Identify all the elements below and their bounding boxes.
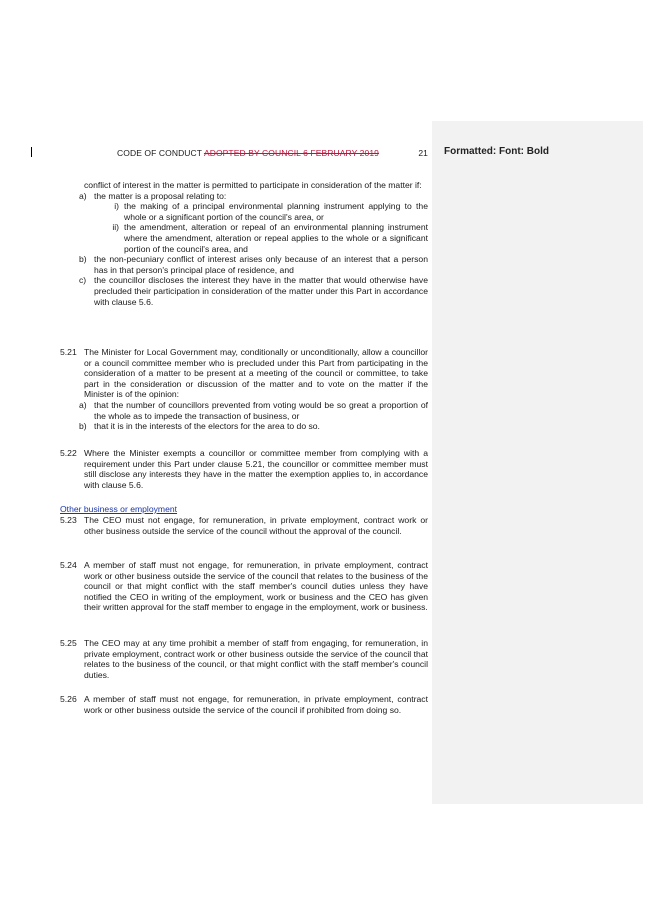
list-label: b) — [79, 421, 87, 432]
list-text: the amendment, alteration or repeal of an environmental planning instrument where the amendment, alteration or repeal applies to the whole or a significant portion of the council's area, and — [124, 222, 428, 254]
clause-text: A member of staff must not engage, for remuneration, in private employment, contract work or other business outside the service of the council that relates to the business of the council or that might conflict with the staff member's council duties unless they have notified the CEO in writing of the employment, work or business and the CEO has given their written approval for the staff member to engage in the employment, work or business. — [84, 560, 428, 613]
list-item — [60, 201, 428, 222]
header-deleted-text: ADOPTED BY COUNCIL 6 FEBRUARY 2019 — [203, 148, 379, 158]
intro-block — [60, 180, 428, 307]
list-item — [60, 400, 428, 421]
header-title-line — [117, 148, 379, 158]
clause-number: 5.25 — [60, 638, 77, 648]
clause-number: 5.23 — [60, 515, 77, 525]
change-bar — [31, 147, 32, 157]
clause-5-23 — [60, 515, 428, 536]
list-label: i) — [114, 201, 119, 212]
intro-text: conflict of interest in the matter is permitted to participate in consideration of the matter if: — [84, 180, 422, 190]
clause-5-21 — [60, 347, 428, 432]
comments-pane — [432, 121, 643, 804]
list-label: a) — [79, 190, 87, 201]
clause-number: 5.22 — [60, 448, 77, 458]
section-heading — [60, 504, 428, 515]
clause-text: The Minister for Local Government may, conditionally or unconditionally, allow a councillor or a council committee member who is precluded under this Part from participating in the consideration of a matter to be present at a meeting of the council or committee, to take part in the consideration or discussion of the matter and to vote on the matter if the Minister is of the opinion: — [84, 347, 428, 400]
clause-5-24 — [60, 560, 428, 613]
header-title: CODE OF CONDUCT — [117, 148, 202, 158]
list-item — [60, 191, 428, 202]
comment-formatted[interactable]: Formatted: Font: Bold — [444, 146, 549, 157]
list-text: that it is in the interests of the electors for the area to do so. — [94, 421, 320, 432]
list-item — [60, 421, 428, 432]
list-text: that the number of councillors prevented from voting would be so great a proportion of the whole as to impede the transaction of business, or — [94, 399, 428, 421]
clause-number: 5.21 — [60, 347, 77, 357]
clause-text: The CEO may at any time prohibit a member of staff from engaging, for remuneration, in private employment, contract work or other business outside the service of the council that relates to the business of the council, or that might conflict with the staff member's council duties. — [84, 638, 428, 680]
list-item — [60, 222, 428, 254]
clause-text: Where the Minister exempts a councillor or committee member from complying with a requirement under this Part under clause 5.21, the councillor or committee member must still disclose any interests they have in the matter the exemption applies to, in accordance with clause 5.6. — [84, 448, 428, 490]
list-text: the councillor discloses the interest they have in the matter that would otherwise have precluded their participation in consideration of the matter under this Part in accordance with clause 5.6. — [94, 275, 428, 307]
page-number: 21 — [418, 148, 428, 158]
list-label: c) — [79, 275, 87, 286]
list-label: ii) — [112, 222, 119, 233]
list-label: b) — [79, 254, 87, 265]
list-text: the matter is a proposal relating to: — [94, 190, 227, 201]
list-text: the making of a principal environmental planning instrument applying to the whole or a significant portion of the council's area, or — [124, 201, 428, 222]
list-label: a) — [79, 399, 87, 410]
clause-number: 5.24 — [60, 560, 77, 570]
list-item — [60, 275, 428, 307]
clause-text: A member of staff must not engage, for remuneration, in private employment, contract work or other business outside the service of the council if prohibited from doing so. — [84, 694, 428, 715]
clause-5-26 — [60, 694, 428, 715]
clause-5-25 — [60, 638, 428, 680]
list-text: the non-pecuniary conflict of interest arises only because of an interest that a person has in that person's principal place of residence, and — [94, 254, 428, 275]
clause-5-22 — [60, 448, 428, 490]
clause-text: The CEO must not engage, for remuneration, in private employment, contract work or other business outside the service of the council without the approval of the council. — [84, 515, 428, 536]
list-item — [60, 254, 428, 275]
clause-number: 5.26 — [60, 694, 77, 704]
section-heading-text: Other business or employment — [60, 504, 178, 514]
